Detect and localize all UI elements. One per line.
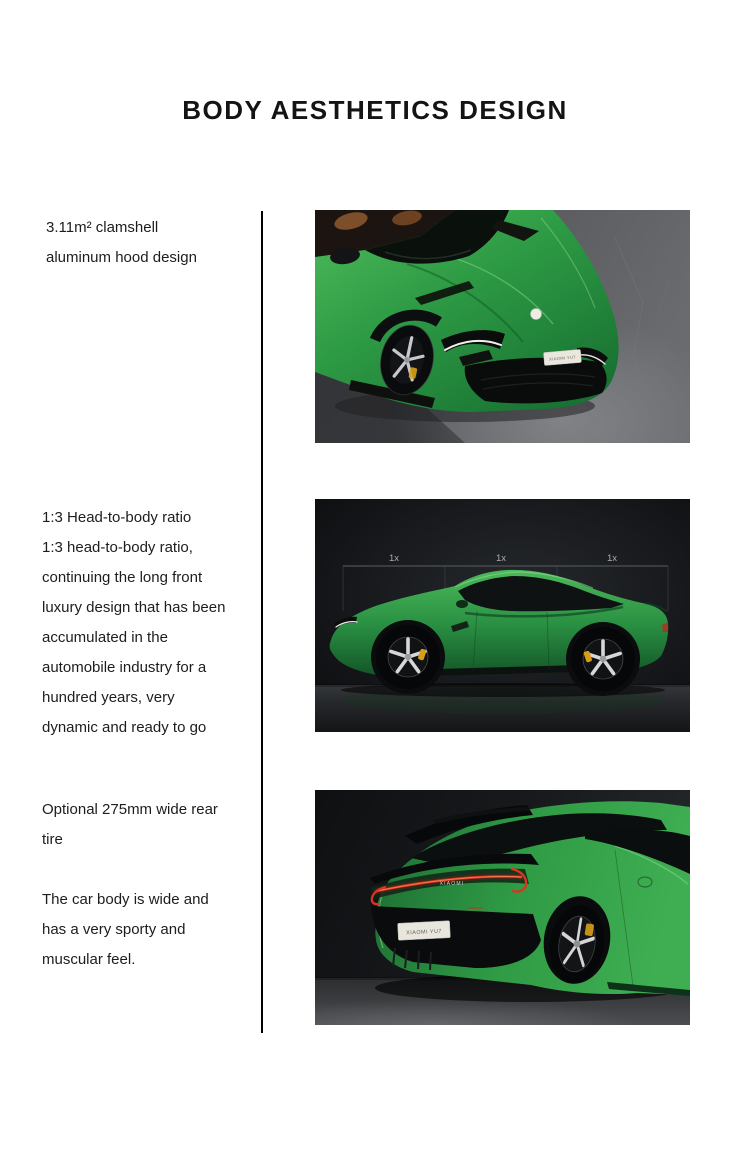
section-ratio-text bbox=[42, 503, 252, 743]
model-badge bbox=[467, 907, 483, 909]
section-clamshell-hood-text bbox=[46, 213, 256, 273]
ratio-label-3: 1x bbox=[606, 553, 618, 564]
text-line: dynamic and ready to go bbox=[42, 719, 207, 736]
text-line: 1:3 head-to-body ratio, bbox=[42, 539, 193, 556]
text-line: aluminum hood design bbox=[46, 249, 197, 266]
text-line: automobile industry for a bbox=[42, 659, 207, 676]
hood-top-view-illustration bbox=[315, 210, 690, 443]
tailgate-badge-text: XIAOMI bbox=[439, 881, 465, 887]
text-line: muscular feel. bbox=[42, 951, 136, 968]
side-profile-photo bbox=[315, 499, 690, 732]
text-line: luxury design that has been bbox=[42, 599, 226, 616]
front-wheel bbox=[376, 625, 440, 689]
text-line: continuing the long front bbox=[42, 569, 203, 586]
text-line: accumulated in the bbox=[42, 629, 168, 646]
text-line: tire bbox=[42, 831, 63, 848]
side-mirror bbox=[456, 600, 468, 608]
rear-view-photo bbox=[315, 790, 690, 1025]
text-line: 3.11m² clamshell bbox=[46, 219, 159, 236]
rear-view-illustration bbox=[315, 790, 690, 1025]
rear-license-plate-text: XIAOMI YU7 bbox=[406, 928, 443, 937]
hood-top-view-photo bbox=[315, 210, 690, 443]
rear-tire-paragraph bbox=[42, 885, 252, 975]
car-front-top bbox=[315, 210, 619, 412]
rear-license-plate bbox=[398, 921, 451, 941]
ratio-label-2: 1x bbox=[495, 553, 507, 564]
car-rear-view bbox=[370, 801, 690, 996]
text-line: has a very sporty and bbox=[42, 921, 186, 938]
page-title: BODY AESTHETICS DESIGN bbox=[182, 95, 568, 125]
front-bumper bbox=[465, 358, 607, 404]
front-license-plate-text: XIAOMI YU7 bbox=[548, 354, 577, 362]
side-profile-illustration bbox=[315, 499, 690, 732]
rear-wheel bbox=[571, 627, 635, 691]
ratio-label-1: 1x bbox=[388, 553, 400, 564]
text-line: hundred years, very bbox=[42, 689, 175, 706]
vertical-divider bbox=[261, 211, 263, 1033]
text-line: Optional 275mm wide rear bbox=[42, 801, 218, 818]
section-rear-tire-text bbox=[42, 795, 252, 975]
text-line: The car body is wide and bbox=[42, 891, 209, 908]
text-line: 1:3 Head-to-body ratio bbox=[42, 509, 192, 526]
